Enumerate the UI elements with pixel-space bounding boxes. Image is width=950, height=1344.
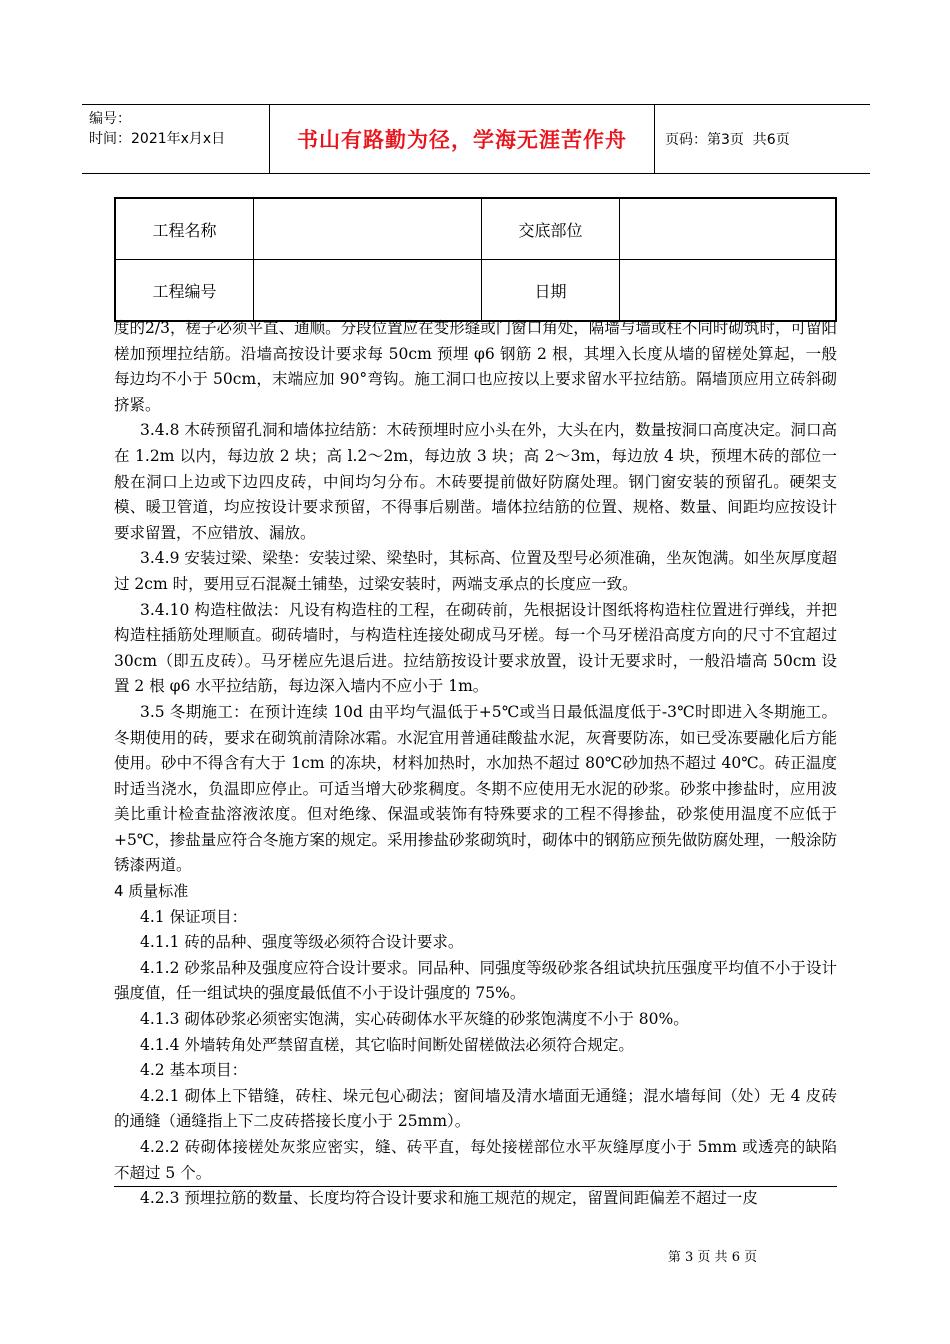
date-value bbox=[620, 260, 837, 322]
body-paragraph: 3.5 冬期施工：在预计连续 10d 由平均气温低于+5℃或当日最低温度低于-3℃时即进入冬期施工。冬期使用的砖，要求在砌筑前清除冰霜。水泥宜用普通硅酸盐水泥，灰膏要防冻，如已受冻要融化后方能使用。砂中不得含有大于 1cm 的冻块，材料加热时，水加热不超过 80℃砂加热不超过 40℃。砖正温度时适当浇水，负温即应停止。可适当增大砂浆稠度。冬期不应使用无水泥的砂浆。砂浆中掺盐时，应用波美比重计检查盐溶液浓度。但对绝缘、保温或装饰有特殊要求的工程不得掺盐，砂浆使用温度不应低于+5℃，掺盐量应符合冬施方案的规定。采用掺盐砂浆砌筑时，砌体中的钢筋应预先做防腐处理，一般涂防锈漆两道。 bbox=[114, 702, 837, 875]
document-number-label: 编号： bbox=[89, 111, 131, 127]
body-paragraph: 3.4.8 木砖预留孔洞和墙体拉结筋：木砖预埋时应小头在外，大头在内，数量按洞口高度决定。洞口高在 1.2m 以内，每边放 2 块；高 l.2～2m，每边放 3 块；高 2～3m，每边放 4 块，预埋木砖的部位一般在洞口上边或下边四皮砖，中间均匀分布。木砖要提前做好防腐处理。钢门窗安装的预留孔。硬架支模、暖卫管道，均应按设计要求预留，不得事后剔凿。墙体拉结筋的位置、规格、数量、间距均应按设计要求留置，不应错放、漏放。 bbox=[114, 421, 837, 542]
body-paragraph: 4.2.1 砌体上下错缝，砖柱、垛元包心砌法；窗间墙及清水墙面无通缝；混水墙每间（处）无 4 皮砖的通缝（通缝指上下二皮砖搭接长度小于 25mm）。 bbox=[114, 1086, 837, 1131]
document-body bbox=[114, 316, 837, 1212]
page-header bbox=[82, 104, 870, 174]
footer-page-number: 第 3 页 共 6 页 bbox=[667, 1250, 758, 1265]
header-page-info bbox=[655, 105, 870, 173]
header-meta bbox=[82, 105, 270, 173]
document-time-label: 时间：2021年x月x日 bbox=[89, 131, 226, 147]
project-number-label: 工程编号 bbox=[115, 260, 254, 322]
handover-part-value bbox=[620, 198, 837, 260]
body-paragraph: 度的2/3，槎子必须平直、通顺。分段位置应在变形缝或门窗口角处，隔墙与墙或柱不同时砌筑时，可留阳槎加预埋拉结筋。沿墙高按设计要求每 50cm 预埋 φ6 钢筋 2 根，其埋入长度从墙的留槎处算起，一般每边均不小于 50cm，末端应加 90°弯钩。施工洞口也应按以上要求留水平拉结筋。隔墙顶应用立砖斜砌挤紧。 bbox=[114, 319, 837, 414]
bottom-rule bbox=[114, 1186, 837, 1187]
project-name-value bbox=[254, 198, 482, 260]
project-info-table bbox=[114, 197, 837, 322]
body-paragraph: 4.1.3 砌体砂浆必须密实饱满，实心砖砌体水平灰缝的砂浆饱满度不小于 80%。 bbox=[140, 1010, 689, 1029]
header-motto: 书山有路勤为径，学海无涯苦作舟 bbox=[270, 105, 655, 173]
body-paragraph: 4.2.2 砖砌体接槎处灰浆应密实，缝、砖平直，每处接槎部位水平灰缝厚度小于 5mm 或透亮的缺陷不超过 5 个。 bbox=[114, 1138, 837, 1182]
date-label: 日期 bbox=[482, 260, 620, 322]
subsection-heading: 4.2 基本项目： bbox=[140, 1061, 248, 1080]
body-paragraph: 4.1.1 砖的品种、强度等级必须符合设计要求。 bbox=[140, 933, 464, 952]
subsection-heading: 4.1 保证项目： bbox=[140, 907, 248, 926]
body-paragraph: 3.4.9 安装过梁、梁垫：安装过梁、梁垫时，其标高、位置及型号必须准确，坐灰饱满。如坐灰厚度超过 2cm 时，要用豆石混凝土铺垫，过梁安装时，两端支承点的长度应一致。 bbox=[114, 549, 837, 593]
page-footer bbox=[0, 1246, 950, 1265]
handover-part-label: 交底部位 bbox=[482, 198, 620, 260]
table-row bbox=[115, 198, 836, 260]
section-heading: 4 质量标准 bbox=[114, 882, 189, 901]
project-number-value bbox=[254, 260, 482, 322]
body-paragraph: 3.4.10 构造柱做法：凡设有构造柱的工程，在砌砖前，先根据设计图纸将构造柱位置进行弹线，并把构造柱插筋处理顺直。砌砖墙时，与构造柱连接处砌成马牙槎。每一个马牙槎沿高度方向的尺寸不宜超过 30cm（即五皮砖）。马牙槎应先退后进。拉结筋按设计要求放置，设计无要求时，一般沿墙高 50cm 设置 2 根 φ6 水平拉结筋，每边深入墙内不应小于 1m。 bbox=[114, 600, 837, 696]
body-paragraph: 4.2.3 预埋拉筋的数量、长度均符合设计要求和施工规范的规定，留置间距偏差不超过一皮 bbox=[140, 1189, 758, 1208]
body-paragraph: 4.1.4 外墙转角处严禁留直槎，其它临时间断处留槎做法必须符合规定。 bbox=[140, 1035, 634, 1054]
project-name-label: 工程名称 bbox=[115, 198, 254, 260]
table-row bbox=[115, 260, 836, 322]
page-info-text: 页码：第3页 共6页 bbox=[665, 132, 790, 148]
body-paragraph: 4.1.2 砂浆品种及强度应符合设计要求。同品种、同强度等级砂浆各组试块抗压强度平均值不小于设计强度值，任一组试块的强度最低值不小于设计强度的 75%。 bbox=[114, 958, 837, 1003]
